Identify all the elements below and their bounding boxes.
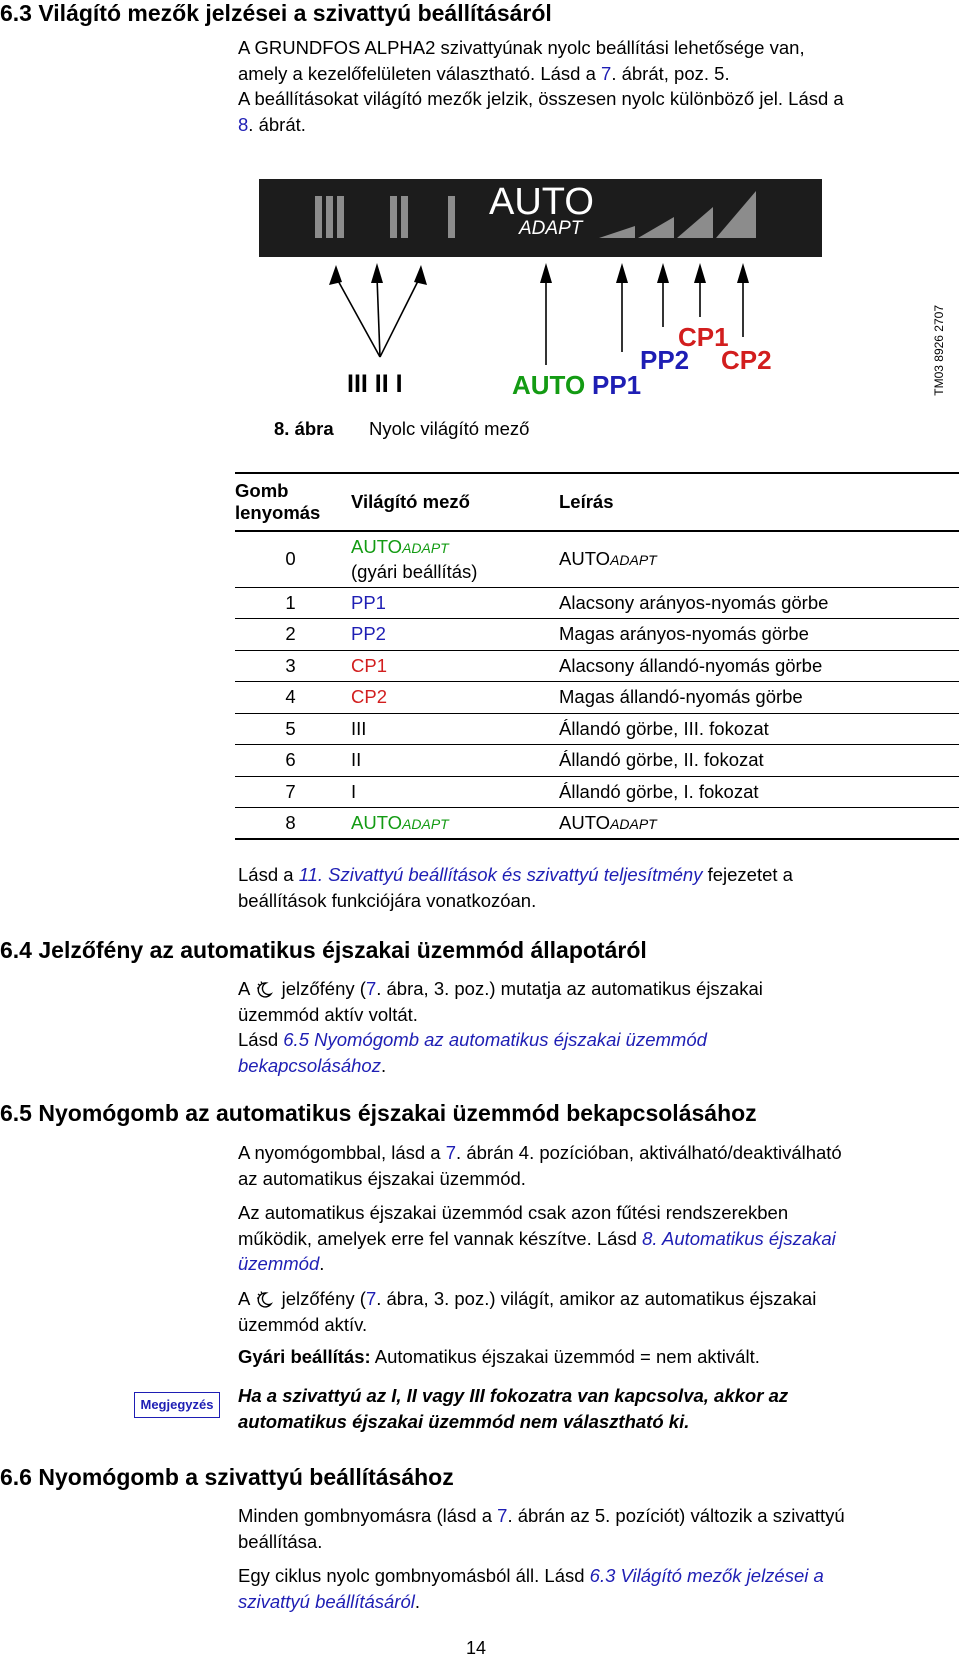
cell-desc: Alacsony arányos-nyomás görbe <box>559 591 829 613</box>
note-label: Megjegyzés <box>134 1392 220 1418</box>
section-6-6-body: Minden gombnyomásra (lásd a 7. ábrán az 5. pozíciót) változik a szivattyú beállítása. <box>238 1505 845 1552</box>
arrow-pp1 <box>616 263 628 283</box>
section-6-3-body <box>238 35 938 137</box>
figure-link[interactable]: 7 <box>365 978 377 999</box>
table-row <box>235 713 959 745</box>
table-row <box>235 650 959 682</box>
label-speeds: III II I <box>347 370 403 398</box>
label-pp2: PP2 <box>640 345 690 375</box>
arrow-cp2 <box>737 263 749 283</box>
cp2-wedge <box>716 191 756 238</box>
chapter-link[interactable]: 11. Szivattyú beállítások és szivattyú teljesítmény <box>298 864 703 885</box>
cell-num: 0 <box>285 548 296 570</box>
cell-field: II <box>351 749 362 771</box>
cell-field: AUTOADAPT <box>351 812 449 833</box>
note-text: Ha a szivattyú az I, II vagy III fokozatra van kapcsolva, akkor az automatikus éjszakai üzemmód nem választható ki. <box>238 1385 789 1432</box>
cell-field: I <box>351 780 357 802</box>
table-row <box>235 745 959 777</box>
figure-link[interactable]: 7 <box>497 1505 508 1526</box>
pp2-wedge <box>638 217 674 238</box>
cp1-wedge <box>677 207 713 238</box>
paragraph <box>238 35 938 61</box>
indicator-arrows <box>0 257 960 367</box>
section-link[interactable]: szivattyú beállításáról <box>238 1590 415 1612</box>
cell-num: 6 <box>285 749 296 771</box>
arrow-auto <box>540 263 552 283</box>
cell-num: 1 <box>285 591 296 613</box>
section-6-3-title: 6.3 Világító mezők jelzései a szivattyú beállításáról <box>0 0 552 26</box>
section-6-6-title: 6.6 Nyomógomb a szivattyú beállításához <box>0 1464 454 1490</box>
paragraph <box>238 61 938 87</box>
header-button-press: Gomb lenyomás <box>235 480 321 523</box>
section-link[interactable]: bekapcsolásához <box>238 1054 381 1076</box>
figure-code: TM03 8926 2707 <box>932 305 946 396</box>
section-6-4-title: 6.4 Jelzőfény az automatikus éjszakai üzemmód állapotáról <box>0 937 647 963</box>
cell-field: III <box>351 717 367 739</box>
text: . ábrát, poz. 5. <box>611 62 730 84</box>
paragraph <box>238 86 938 112</box>
table-footnote: Lásd a 11. Szivattyú beállítások és szivattyú teljesítmény fejezetet a beállítások funkciójára vonatkozóan. <box>238 864 793 911</box>
cell-num: 7 <box>285 780 296 802</box>
section-6-5-body: A nyomógombbal, lásd a 7. ábrán 4. pozícióban, aktiválható/deaktiválható az automatikus éjszakai üzemmód. <box>238 1142 842 1189</box>
chapter-link[interactable]: üzemmód <box>238 1253 320 1274</box>
arrow-i <box>414 265 427 285</box>
cell-desc: AUTOADAPT <box>559 548 657 570</box>
label-pp1: PP1 <box>592 370 642 400</box>
factory-setting: Gyári beállítás: Automatikus éjszakai üzemmód = nem aktivált. <box>238 1346 760 1367</box>
section-link[interactable]: 6.5 Nyomógomb az automatikus éjszakai üzemmód <box>283 1029 707 1050</box>
cell-num: 5 <box>285 717 296 739</box>
arrow-pp2 <box>657 263 669 283</box>
cell-field: PP2 <box>351 623 386 645</box>
section-6-5-title: 6.5 Nyomógomb az automatikus éjszakai üzemmód bekapcsolásához <box>0 1100 757 1126</box>
cell-field: CP2 <box>351 686 387 708</box>
pump-control-panel <box>259 179 822 257</box>
table-row <box>235 808 959 840</box>
pp1-wedge <box>599 226 635 238</box>
section-link[interactable]: 6.3 Világító mezők jelzései a <box>589 1565 824 1586</box>
night-mode-icon <box>254 980 276 998</box>
section-6-5-body-2: Az automatikus éjszakai üzemmód csak azon fűtési rendszerekben működik, amelyek erre fel vannak készítve. Lásd 8. Automatikus éjszakai üzemmód. <box>238 1202 836 1274</box>
table-header-row <box>235 473 959 531</box>
figure-link[interactable]: 7 <box>365 1288 377 1309</box>
table-row <box>235 619 959 651</box>
text: A beállításokat világító mezők jelzik, összesen nyolc különböző jel. Lásd a <box>238 88 844 109</box>
page-number: 14 <box>466 1638 487 1658</box>
cell-desc: Magas arányos-nyomás görbe <box>559 623 809 645</box>
table-row <box>235 776 959 808</box>
figure-caption-number: 8. ábra <box>274 418 334 439</box>
text: A GRUNDFOS ALPHA2 szivattyúnak nyolc beállítási lehetősége van, <box>238 37 805 58</box>
cell-num: 8 <box>285 812 296 833</box>
table-row <box>235 587 959 619</box>
cell-desc: Magas állandó-nyomás görbe <box>559 686 803 708</box>
cell-desc: AUTOADAPT <box>559 812 657 833</box>
panel-auto-label: AUTO <box>489 181 594 223</box>
section-6-4-body: A jelzőfény (7. ábra, 3. poz.) mutatja az automatikus éjszakai üzemmód aktív voltát. Lásd 6.5 Nyomógomb az automatikus éjszakai üzemmód bekapcsolásához. <box>238 978 763 1076</box>
header-light-field: Világító mező <box>351 491 470 512</box>
cell-desc: Alacsony állandó-nyomás görbe <box>559 654 823 676</box>
settings-table <box>235 472 959 840</box>
text: amely a kezelőfelületen választható. Lásd a <box>238 62 602 84</box>
label-auto: AUTO <box>512 370 586 400</box>
cell-num: 3 <box>285 654 296 676</box>
arrow-iii <box>329 265 342 285</box>
cell-desc: Állandó görbe, II. fokozat <box>559 749 764 771</box>
figure-link[interactable]: 7 <box>445 1142 457 1163</box>
cell-field: AUTOADAPT (gyári beállítás) <box>351 535 478 582</box>
header-description: Leírás <box>559 491 614 512</box>
curve-wedges <box>259 179 822 257</box>
cell-num: 2 <box>285 623 296 645</box>
figure-link[interactable]: 7 <box>601 62 612 84</box>
cell-field: CP1 <box>351 654 387 676</box>
arrow-ii <box>371 263 383 283</box>
cell-desc: Állandó görbe, I. fokozat <box>559 780 759 802</box>
label-cp1: CP1 <box>678 322 729 352</box>
chapter-link[interactable]: 8. Automatikus éjszakai <box>642 1227 836 1249</box>
cell-desc: Állandó görbe, III. fokozat <box>559 717 769 739</box>
label-cp2: CP2 <box>721 345 772 375</box>
arrow-cp1 <box>694 263 706 283</box>
panel-adapt-label: ADAPT <box>519 218 583 239</box>
table-row <box>235 682 959 714</box>
cell-num: 4 <box>285 686 296 708</box>
table-row <box>235 531 959 587</box>
night-mode-icon <box>254 1290 276 1308</box>
text: . ábrát. <box>248 113 306 135</box>
figure-link[interactable]: 8 <box>238 113 249 135</box>
section-6-6-body-2: Egy ciklus nyolc gombnyomásból áll. Lásd 6.3 Világító mezők jelzései a szivattyú beállításáról. <box>238 1565 824 1612</box>
section-6-5-body-3: A jelzőfény (7. ábra, 3. poz.) világít, amikor az automatikus éjszakai üzemmód aktív. <box>238 1288 817 1335</box>
figure-caption-text: Nyolc világító mező <box>369 418 530 439</box>
paragraph <box>238 112 938 138</box>
cell-field: PP1 <box>351 591 386 613</box>
